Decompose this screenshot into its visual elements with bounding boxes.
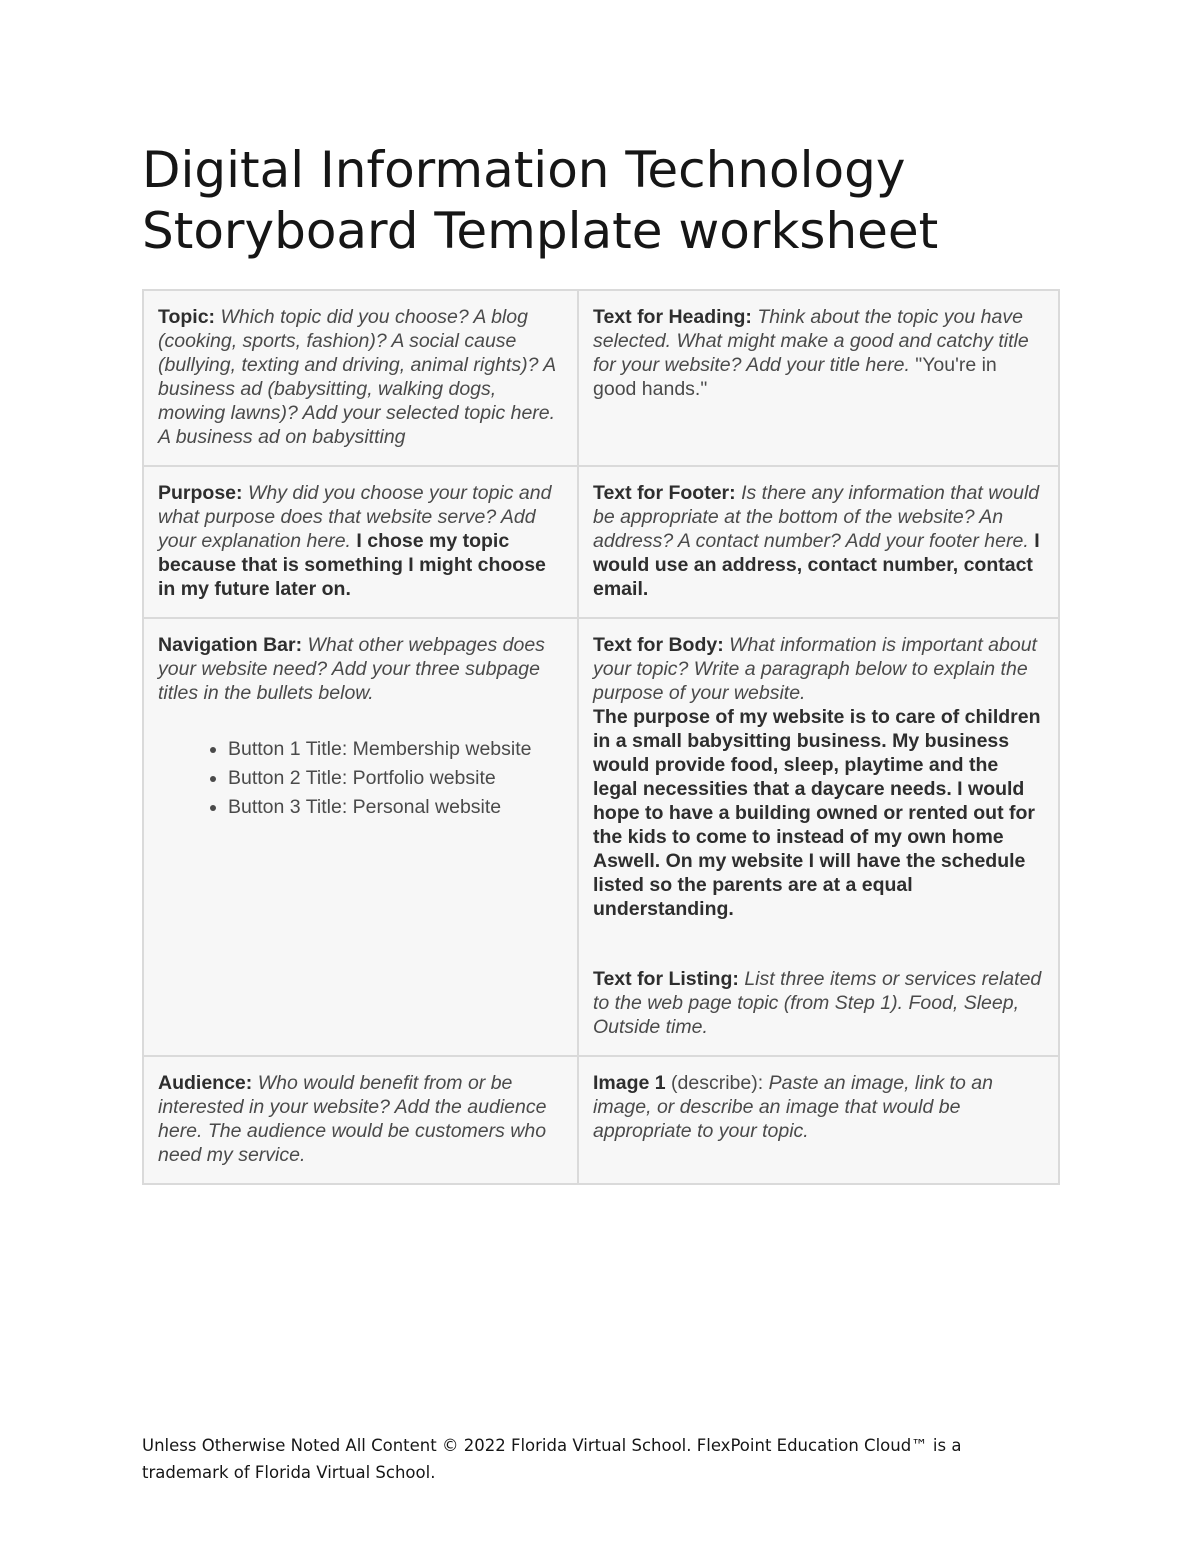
list-item: • Button 1 Title: Membership website (228, 735, 563, 764)
heading-answer: "You're in good hands." (593, 354, 997, 400)
navigation-bullets (158, 735, 563, 822)
table-row (143, 618, 1059, 1056)
storyboard-table (142, 289, 1060, 1185)
image-cell (578, 1056, 1059, 1184)
footer-line-1: Unless Otherwise Noted All Content © 2022 Florida Virtual School. FlexPoint Education Cloud™ is a (142, 1436, 962, 1455)
footer-prompt: Is there any information that would be appropriate at the bottom of the website? An address? A contact number? Add your footer here. (593, 482, 1040, 552)
audience-prompt: Who would benefit from or be interested in your website? Add the audience here. (158, 1072, 547, 1142)
listing-prompt: List three items or services related to the web page topic (from Step 1). (593, 968, 1042, 1014)
navigation-cell (143, 618, 578, 1056)
topic-answer: A business ad on babysitting (158, 426, 406, 448)
heading-prompt: Think about the topic you have selected. What might make a good and catchy title for your website? Add your title here. (593, 306, 1029, 376)
body-prompt: What information is important about your topic? Write a paragraph below to explain the purpose of your website. (593, 634, 1037, 704)
footer-line-2: trademark of Florida Virtual School. (142, 1463, 436, 1482)
page-title (142, 140, 1102, 262)
table-row (143, 290, 1059, 466)
heading-label: Text for Heading: (593, 306, 752, 328)
topic-label: Topic: (158, 306, 216, 328)
title-line-2: Storyboard Template worksheet (142, 202, 939, 260)
audience-answer: The audience would be customers who need my service. (158, 1120, 547, 1166)
listing-label: Text for Listing: (593, 968, 739, 990)
navigation-label: Navigation Bar: (158, 634, 303, 656)
purpose-prompt: Why did you choose your topic and what purpose does that website serve? Add your explanation here. (158, 482, 552, 552)
navigation-prompt: What other webpages does your website need? Add your three subpage titles in the bullets below. (158, 634, 545, 704)
footer-label: Text for Footer: (593, 482, 736, 504)
copyright-footer (142, 1432, 1042, 1486)
topic-prompt: Which topic did you choose? A blog (cooking, sports, fashion)? A social cause (bullying, texting and driving, animal rights)? A business ad (babysitting, walking dogs, mowing lawns)? Add your selected topic here. (158, 306, 556, 424)
list-item: • Button 2 Title: Portfolio website (228, 764, 563, 793)
audience-cell (143, 1056, 578, 1184)
image-note: (describe): (671, 1072, 764, 1094)
topic-cell (143, 290, 578, 466)
footer-cell (578, 466, 1059, 618)
list-item: • Button 3 Title: Personal website (228, 793, 563, 822)
image-prompt: Paste an image, link to an image, or describe an image that would be appropriate to your topic. (593, 1072, 993, 1142)
purpose-answer: I chose my topic because that is something I might choose in my future later on. (158, 530, 546, 600)
title-line-1: Digital Information Technology (142, 141, 906, 199)
body-label: Text for Body: (593, 634, 724, 656)
body-answer: The purpose of my website is to care of children in a small babysitting business. My business would provide food, sleep, playtime and the legal necessities that a daycare needs. I would hope to have a building owned or rented out for the kids to come to instead of my own home Aswell. On my website I will have the schedule listed so the parents are at a equal understanding. (593, 706, 1041, 920)
heading-cell (578, 290, 1059, 466)
body-cell (578, 618, 1059, 1056)
purpose-cell (143, 466, 578, 618)
table-row (143, 466, 1059, 618)
image-label: Image 1 (593, 1072, 666, 1094)
table-row (143, 1056, 1059, 1184)
footer-answer: I would use an address, contact number, contact email. (593, 530, 1040, 600)
audience-label: Audience: (158, 1072, 253, 1094)
purpose-label: Purpose: (158, 482, 243, 504)
spacer (593, 921, 1044, 967)
listing-answer: Food, Sleep, Outside time. (593, 992, 1020, 1038)
